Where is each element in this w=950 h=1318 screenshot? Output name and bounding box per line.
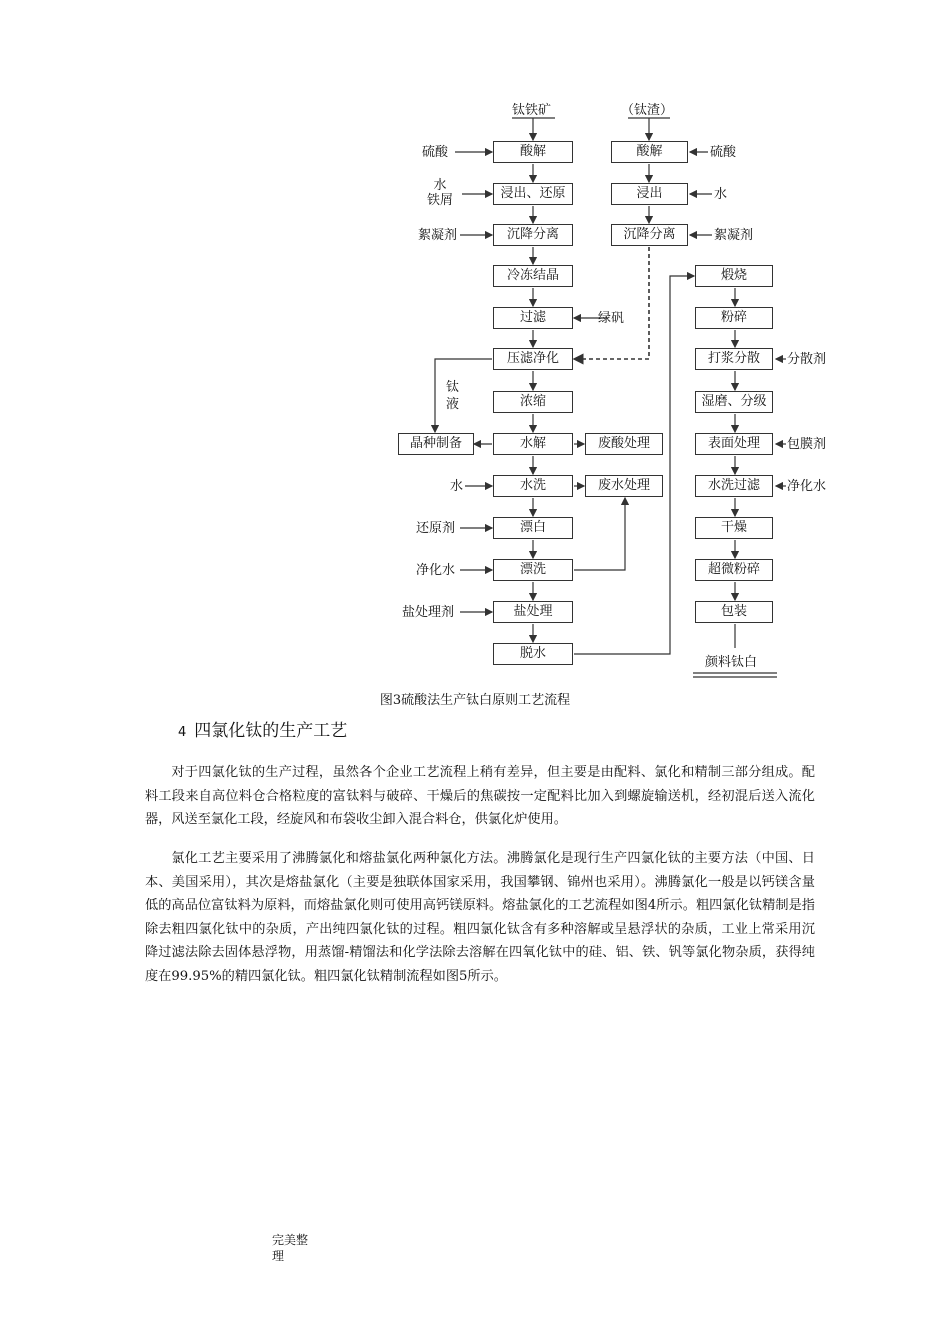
slag-input-sulfuric-acid: 硫酸 [710,145,737,160]
step-acidolysis: 酸解 [493,141,573,163]
input-flocculant: 絮凝剂 [418,228,458,243]
input-coating-agent: 包膜剂 [787,437,827,452]
step-salt-treatment: 盐处理 [493,601,573,623]
slag-step-leach: 浸出 [611,183,688,205]
step-wash: 水洗 [493,475,573,497]
slag-step-acidolysis: 酸解 [611,141,688,163]
input-purified-water-right: 净化水 [787,479,827,494]
input-water-iron-scrap: 水 铁屑 [427,178,454,208]
input-salt-agent: 盐处理剂 [402,605,455,620]
section-title: 四氯化钛的生产工艺 [194,721,348,741]
step-press-filter: 压滤净化 [493,348,573,370]
box-waste-acid: 废酸处理 [585,433,663,455]
input-purified-water: 净化水 [416,563,456,578]
input-sulfuric-acid: 硫酸 [422,145,449,160]
step-leach-reduce: 浸出、还原 [493,183,573,205]
box-seed-preparation: 晶种制备 [398,433,474,455]
section-heading [178,720,347,744]
branch-titanium-liquor: 钛 液 [446,380,460,412]
product-pigment-titanium-white: 颜料钛白 [705,655,758,670]
step-dehydrate: 脱水 [493,643,573,665]
slag-step-settling: 沉降分离 [611,224,688,246]
slag-input-water: 水 [714,187,728,202]
input-water: 水 [450,479,464,494]
step-hydrolysis: 水解 [493,433,573,455]
step-dry: 干燥 [695,517,773,539]
source-ilmenite: 钛铁矿 [512,103,552,118]
source-titanium-slag: （钛渣） [621,103,674,118]
box-waste-water: 废水处理 [585,475,663,497]
input-dispersant: 分散剂 [787,352,827,367]
step-filter: 过滤 [493,307,573,329]
step-settling: 沉降分离 [493,224,573,246]
input-reductant: 还原剂 [416,521,456,536]
figure-caption: 图3硫酸法生产钛白原则工艺流程 [379,693,571,708]
step-wash-filter: 水洗过滤 [695,475,773,497]
step-package: 包装 [695,601,773,623]
step-bleach: 漂白 [493,517,573,539]
step-pulverize: 粉碎 [695,307,773,329]
step-surface-treatment: 表面处理 [695,433,773,455]
section-number: 4 [178,725,187,740]
step-slurry-disperse: 打浆分散 [695,348,773,370]
step-wet-grind-classify: 湿磨、分级 [695,391,773,413]
step-calcination: 煅烧 [695,265,773,287]
step-freeze-crystallize: 冷冻结晶 [493,265,573,287]
page-footer: 完美整理 [272,1233,309,1263]
slag-input-flocculant: 絮凝剂 [714,228,754,243]
step-concentrate: 浓缩 [493,391,573,413]
step-rinse: 漂洗 [493,559,573,581]
step-micronize: 超微粉碎 [695,559,773,581]
output-copperas: 绿矾 [598,311,625,326]
paragraph-1: 对于四氯化钛的生产过程，虽然各个企业工艺流程上稍有差异，但主要是由配料、氯化和精制三部分组成。配料工段来自高位料仓合格粒度的富钛料与破碎、干燥后的焦碳按一定配料比加入到螺旋输送机，经初混后送入流化器，风送至氯化工段，经旋风和布袋收尘卸入混合料仓，供氯化炉使用。 [145,765,815,827]
paragraph-2: 氯化工艺主要采用了沸腾氯化和熔盐氯化两种氯化方法。沸腾氯化是现行生产四氯化钛的主要方法（中国、日本、美国采用），其次是熔盐氯化（主要是独联体国家采用，我国攀钢、锦州也采用）。沸腾氯化一般是以钙镁含量低的高品位富钛料为原料，而熔盐氯化则可使用高钙镁原料。熔盐氯化的工艺流程如图4所示。粗四氯化钛精制是指除去粗四氯化钛中的杂质，产出纯四氯化钛的过程。粗四氯化钛含有多种溶解或呈悬浮状的杂质，工业上常采用沉降过滤法除去固体悬浮物，用蒸馏-精馏法和化学法除去溶解在四氧化钛中的硅、铝、铁、钒等氯化物杂质，获得纯度在99.95%的精四氯化钛。粗四氯化钛精制流程如图5所示。 [145,851,815,984]
